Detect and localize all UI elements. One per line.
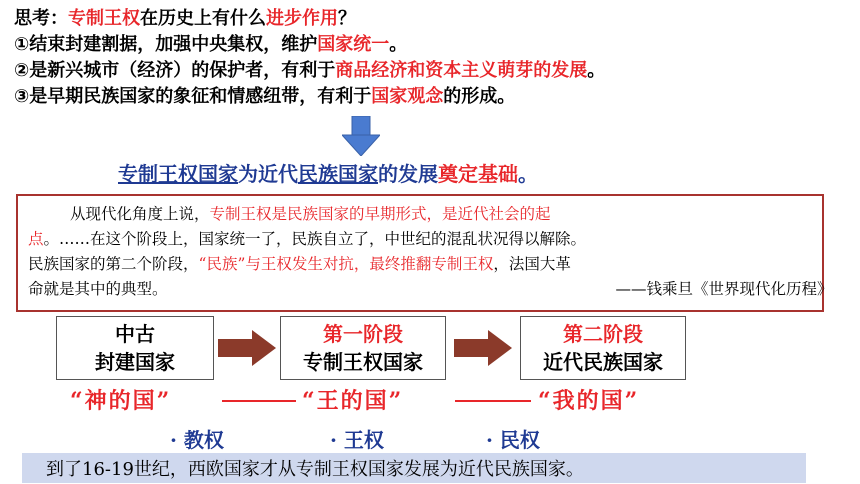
point-end: 的形成。: [443, 86, 516, 107]
question-mid: 在历史上有什么: [140, 8, 266, 29]
summary-text: 到了16-19世纪，西欧国家才从专制王权国家发展为近代民族国家。: [46, 459, 584, 480]
kingdom-label: “神的国”: [70, 388, 172, 414]
connector-line: [222, 400, 296, 402]
conclusion-part: 为近代: [238, 162, 298, 186]
stage-subtitle: 封建国家: [95, 350, 175, 374]
point-text: 是新兴城市（经济）的保护者，有利于: [29, 60, 336, 81]
stage-box-first: [280, 316, 446, 380]
point-highlight: 商品经济和资本主义萌芽的发展: [335, 60, 588, 81]
point-3: [14, 84, 834, 110]
quote-text: ，法国大革: [493, 255, 571, 273]
question-prefix: 思考：: [14, 8, 68, 29]
quote-text: 。……在这个阶段上，国家统一了，民族自立了，中世纪的混乱状况得以解除。: [43, 230, 587, 248]
quote-line: [28, 252, 812, 277]
question-key: 进步作用: [266, 8, 338, 29]
quote-highlight: 专制王权是民族国家的早期形式，是近代社会的起: [209, 205, 551, 223]
stage-subtitle: 近代民族国家: [543, 350, 663, 374]
quote-text: 民族国家的第二个阶段，: [28, 255, 199, 273]
point-marker: ③: [14, 86, 30, 107]
quote-source: ——钱乘旦《世界现代化历程》: [615, 280, 833, 298]
right-arrow-icon: [454, 328, 512, 368]
point-marker: ①: [14, 34, 30, 55]
power-label: · 教权: [170, 428, 224, 452]
stage-subtitle: 专制王权国家: [303, 350, 423, 374]
stage-title: 第二阶段: [563, 322, 643, 346]
kingdom-label: “王的国”: [302, 388, 404, 414]
quote-text: 命就是其中的典型。: [28, 280, 168, 298]
point-text: 是早期民族国家的象征和情感纽带，有利于: [29, 86, 372, 107]
quote-text: 从现代化角度上说，: [70, 205, 210, 223]
conclusion-part: 专制王权国家: [118, 162, 238, 186]
point-highlight: 国家观念: [371, 86, 444, 107]
point-end: 。: [389, 34, 408, 55]
question-term: 专制王权: [68, 8, 140, 29]
point-1: [14, 32, 834, 58]
point-2: [14, 58, 834, 84]
point-text: 结束封建割据，加强中央集权，维护: [29, 34, 318, 55]
stage-title: 第一阶段: [323, 322, 403, 346]
quote-box: [16, 194, 833, 312]
quote-line: [28, 277, 833, 302]
stage-box-second: [520, 316, 686, 380]
point-marker: ②: [14, 60, 30, 81]
connector-line: [455, 400, 531, 402]
question-suffix: ？: [338, 8, 356, 29]
question-block: [14, 6, 834, 110]
quote-highlight: “民族”与王权发生对抗，最终推翻专制王权: [198, 255, 494, 273]
power-label: · 王权: [330, 428, 384, 452]
down-arrow-icon: [342, 116, 380, 156]
point-highlight: 国家统一: [317, 34, 390, 55]
question-line: [14, 6, 834, 32]
quote-line: [28, 202, 812, 227]
quote-line: [28, 227, 812, 252]
conclusion-part: 民族国家: [298, 162, 378, 186]
summary-bar: [22, 453, 806, 483]
power-label: · 民权: [486, 428, 540, 452]
stage-title: 中古: [115, 322, 155, 346]
point-end: 。: [587, 60, 606, 81]
conclusion-heading: [118, 158, 738, 187]
right-arrow-icon: [218, 328, 276, 368]
conclusion-highlight: 奠定基础: [438, 162, 518, 186]
stage-box-medieval: [56, 316, 214, 380]
kingdom-label: “我的国”: [538, 388, 640, 414]
conclusion-part: 的发展: [378, 162, 438, 186]
conclusion-end: 。: [518, 162, 538, 186]
quote-highlight: 点: [28, 230, 44, 248]
